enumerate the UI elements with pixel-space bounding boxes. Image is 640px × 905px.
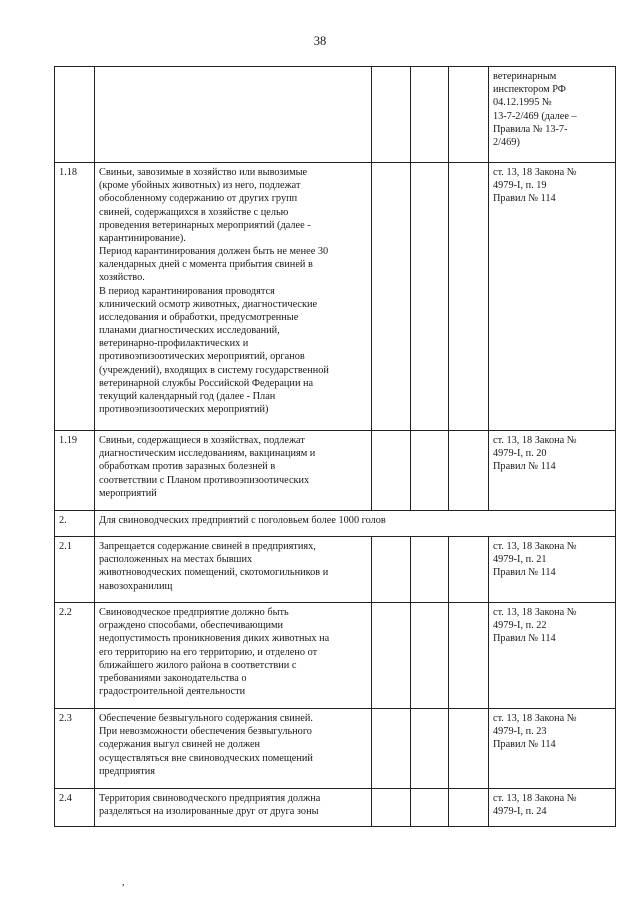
item-number: 2.3	[59, 713, 72, 724]
legal-reference-cell	[489, 163, 616, 431]
legal-reference-cell	[489, 603, 616, 709]
answer-cell-na[interactable]	[449, 789, 489, 827]
answer-cell-no[interactable]	[411, 537, 449, 603]
legal-reference-cell	[489, 789, 616, 827]
answer-cell-no[interactable]	[411, 67, 449, 163]
answer-cell-no[interactable]	[411, 431, 449, 511]
section-header-row	[55, 511, 616, 537]
item-number: 1.19	[59, 435, 78, 446]
answer-cell-yes[interactable]	[372, 603, 411, 709]
table-row	[55, 789, 616, 827]
item-number-cell	[55, 67, 95, 163]
requirement-cell	[95, 789, 372, 827]
answer-cell-no[interactable]	[411, 789, 449, 827]
answer-cell-na[interactable]	[449, 603, 489, 709]
requirement-text: Запрещается содержание свиней в предприятиях, расположенных на местах бывших животноводческих помещений, скотомогильников и навозохранилищ	[99, 541, 329, 592]
item-number-cell	[55, 603, 95, 709]
legal-reference-cell	[489, 431, 616, 511]
table-row	[55, 709, 616, 789]
requirements-table	[54, 66, 616, 827]
answer-cell-yes[interactable]	[372, 537, 411, 603]
answer-cell-yes[interactable]	[372, 431, 411, 511]
answer-cell-yes[interactable]	[372, 67, 411, 163]
requirement-cell	[95, 67, 372, 163]
answer-cell-na[interactable]	[449, 709, 489, 789]
answer-cell-no[interactable]	[411, 603, 449, 709]
item-number-cell	[55, 789, 95, 827]
answer-cell-na[interactable]	[449, 163, 489, 431]
requirement-text: Свиноводческое предприятие должно быть ограждено способами, обеспечивающими недопустимость проникновения диких животных на его территорию на его территорию, и отделено от ближайшего жилого района в соответствии с требованиями законодательства о градостроительной деятельности	[99, 607, 330, 698]
legal-reference: ст. 13, 18 Закона № 4979-I, п. 22 Правил № 114	[493, 607, 577, 645]
requirement-text: Территория свиноводческого предприятия должна разделяться на изолированные друг от друга зоны	[99, 793, 321, 818]
answer-cell-yes[interactable]	[372, 163, 411, 431]
answer-cell-no[interactable]	[411, 709, 449, 789]
answer-cell-na[interactable]	[449, 67, 489, 163]
legal-reference: ст. 13, 18 Закона № 4979-I, п. 24	[493, 793, 577, 818]
requirement-text: Обеспечение безвыгульного содержания свиней. При невозможности обеспечения безвыгульного содержания выгул свиней не должен осуществляться вне свиноводческих помещений предприятия	[99, 713, 313, 777]
item-number-cell	[55, 709, 95, 789]
legal-reference: ст. 13, 18 Закона № 4979-I, п. 21 Правил № 114	[493, 541, 577, 579]
table-row	[55, 163, 616, 431]
requirement-cell	[95, 163, 372, 431]
answer-cell-na[interactable]	[449, 537, 489, 603]
section-number-cell	[55, 511, 95, 537]
item-number: 2.2	[59, 607, 72, 618]
legal-reference-cell	[489, 537, 616, 603]
requirement-text: Свиньи, содержащиеся в хозяйствах, подлежат диагностическим исследованиям, вакцинациям и обработкам против заразных болезней в соответствии с Планом противоэпизоотических мероприятий	[99, 435, 316, 499]
legal-reference-cell	[489, 67, 616, 163]
section-number: 2.	[59, 515, 67, 526]
item-number: 2.4	[59, 793, 72, 804]
page-number: 38	[313, 34, 327, 48]
answer-cell-yes[interactable]	[372, 709, 411, 789]
stray-mark: ,	[122, 876, 125, 888]
legal-reference: ст. 13, 18 Закона № 4979-I, п. 23 Правил № 114	[493, 713, 577, 751]
section-title-cell	[95, 511, 616, 537]
requirement-cell	[95, 709, 372, 789]
table-row	[55, 603, 616, 709]
item-number: 2.1	[59, 541, 72, 552]
answer-cell-no[interactable]	[411, 163, 449, 431]
table-row	[55, 431, 616, 511]
table-row	[55, 537, 616, 603]
requirement-cell	[95, 603, 372, 709]
answer-cell-yes[interactable]	[372, 789, 411, 827]
requirement-cell	[95, 537, 372, 603]
item-number-cell	[55, 431, 95, 511]
legal-reference: ст. 13, 18 Закона № 4979-I, п. 20 Правил № 114	[493, 435, 577, 473]
item-number-cell	[55, 163, 95, 431]
table-row-continuation	[55, 67, 616, 163]
item-number: 1.18	[59, 167, 78, 178]
legal-reference: ст. 13, 18 Закона № 4979-I, п. 19 Правил № 114	[493, 167, 577, 205]
legal-reference: ветеринарным инспектором РФ 04.12.1995 № 13-7-2/469 (далее – Правила № 13-7- 2/469)	[493, 71, 577, 148]
requirement-text: Свиньи, завозимые в хозяйство или вывозимые (кроме убойных животных) из него, подлежат обособленному содержанию от других групп свиней, содержащихся в хозяйстве с целью проведения ветеринарных мероприятий (далее - карантинирование). Период карантинирования должен быть не менее 30 календарных дней с момента прибытия свиней в хозяйство. В период карантинирования проводятся клинический осмотр животных, диагностические исследования и обработки, предусмотренные планами диагностических исследований, ветеринарно-профилактических и противоэпизоотических мероприятий, органов (учреждений), входящих в систему государственной ветеринарной службы Российской Федерации на текущий календарный год (далее - План противоэпизоотических мероприятий)	[99, 167, 329, 416]
answer-cell-na[interactable]	[449, 431, 489, 511]
legal-reference-cell	[489, 709, 616, 789]
section-title: Для свиноводческих предприятий с поголовьем более 1000 голов	[99, 515, 386, 526]
requirement-cell	[95, 431, 372, 511]
item-number-cell	[55, 537, 95, 603]
